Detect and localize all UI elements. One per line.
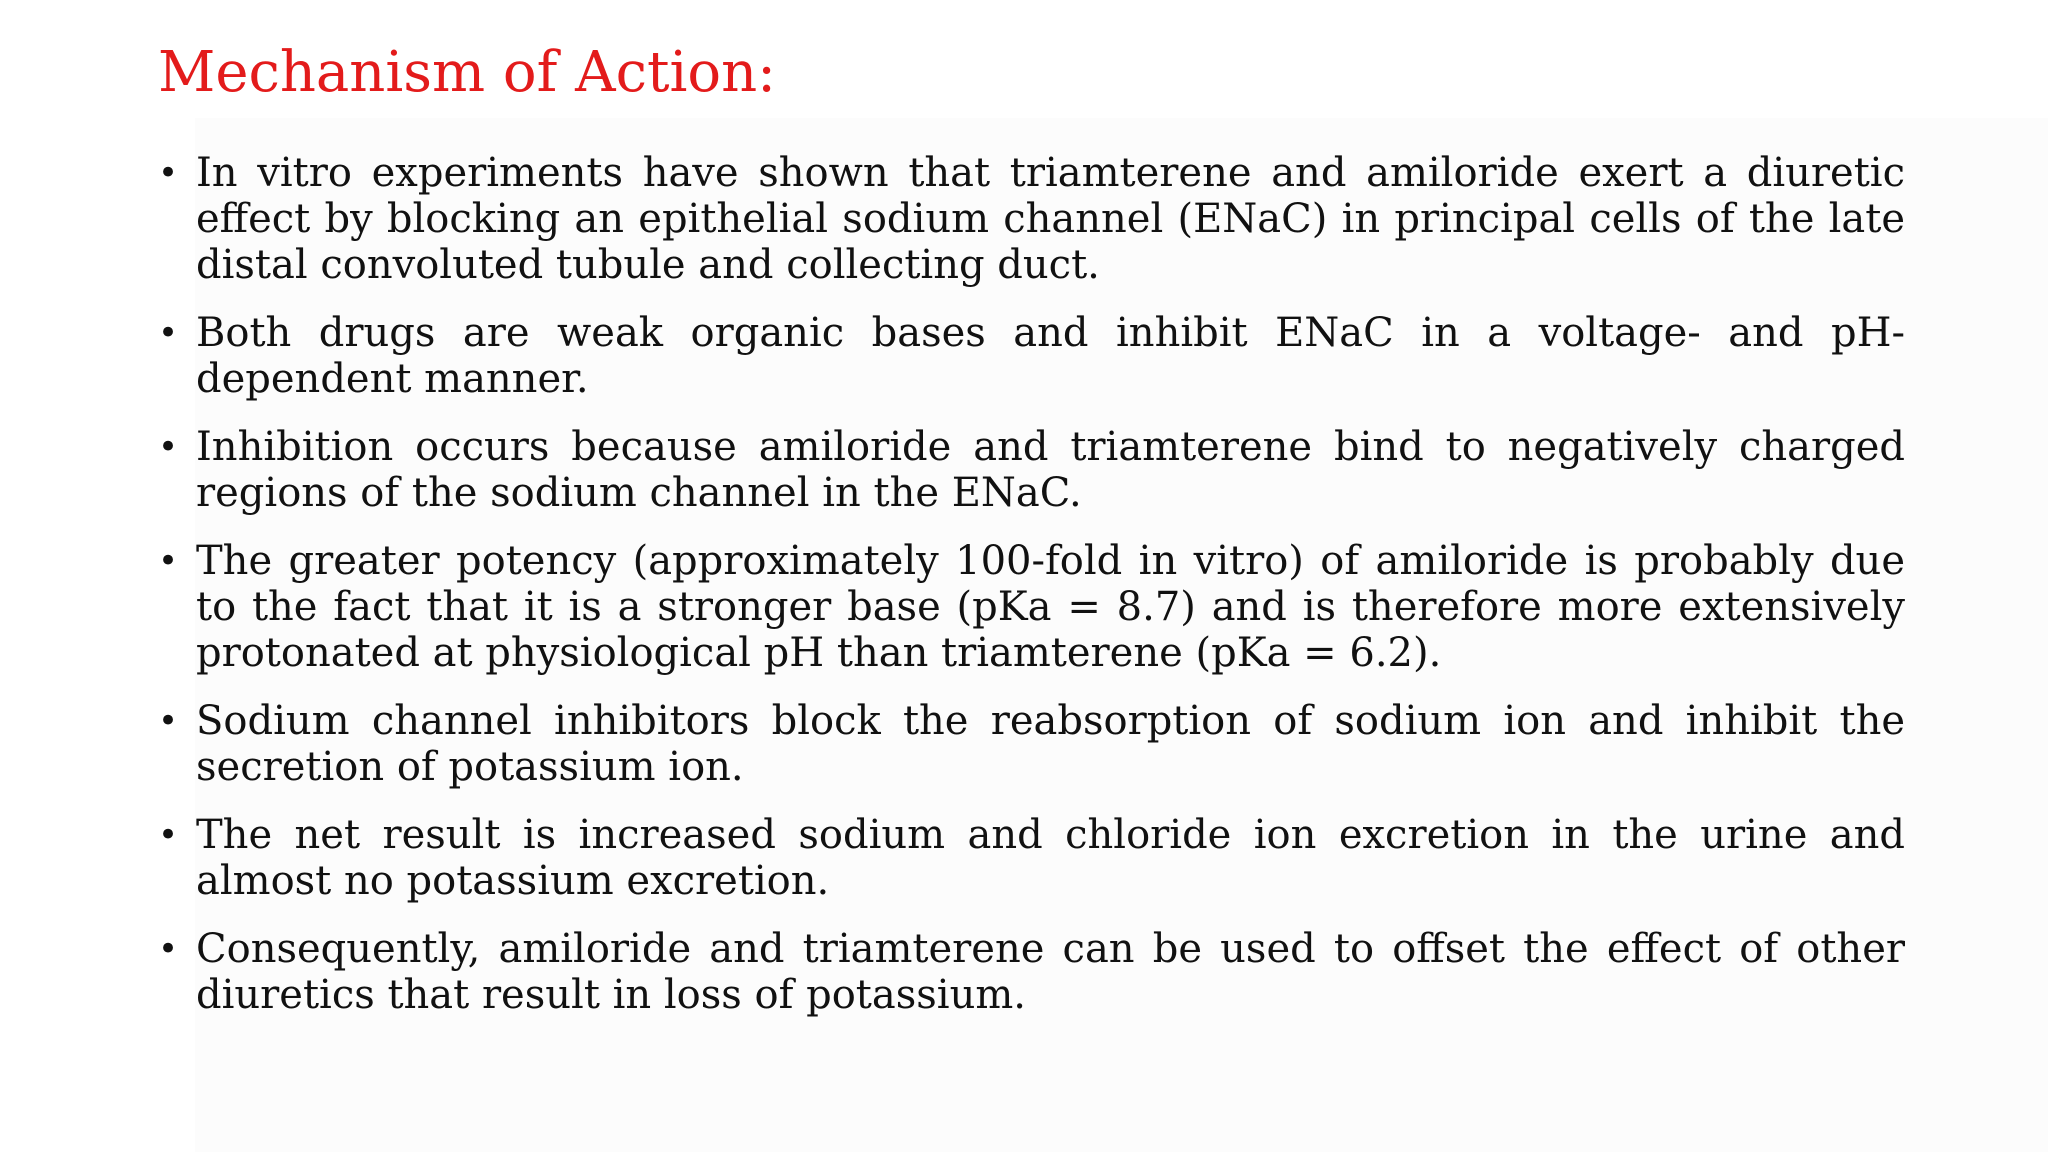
- bullet-text: Both drugs are weak organic bases and inhibit ENaC in a voltage- and pH-dependent manner.: [196, 310, 1905, 402]
- bullet-dot-icon: •: [158, 929, 179, 969]
- bullet-text: The greater potency (approximately 100-fold in vitro) of amiloride is probably due to the fact that it is a stronger base (pKa = 8.7) and is therefore more extensively protonated at physiological pH than triamterene (pKa = 6.2).: [196, 538, 1905, 676]
- bullet-dot-icon: •: [158, 541, 179, 581]
- bullet-dot-icon: •: [158, 701, 179, 741]
- bullet-item: [150, 926, 1905, 1018]
- bullet-item: [150, 150, 1905, 288]
- bullet-list: [150, 150, 1905, 1040]
- bullet-item: [150, 310, 1905, 402]
- bullet-dot-icon: •: [158, 153, 179, 193]
- bullet-item: [150, 538, 1905, 676]
- bullet-text: The net result is increased sodium and chloride ion excretion in the urine and almost no potassium excretion.: [196, 812, 1905, 904]
- bullet-text: Sodium channel inhibitors block the reabsorption of sodium ion and inhibit the secretion of potassium ion.: [196, 698, 1905, 790]
- bullet-text: In vitro experiments have shown that triamterene and amiloride exert a diuretic effect by blocking an epithelial sodium channel (ENaC) in principal cells of the late distal convoluted tubule and collecting duct.: [196, 150, 1905, 288]
- bullet-dot-icon: •: [158, 427, 179, 467]
- slide-title: Mechanism of Action:: [158, 40, 777, 105]
- bullet-dot-icon: •: [158, 815, 179, 855]
- bullet-text: Consequently, amiloride and triamterene can be used to offset the effect of other diuretics that result in loss of potassium.: [196, 926, 1905, 1018]
- bullet-dot-icon: •: [158, 313, 179, 353]
- bullet-item: [150, 812, 1905, 904]
- bullet-text: Inhibition occurs because amiloride and triamterene bind to negatively charged regions of the sodium channel in the ENaC.: [196, 424, 1905, 516]
- bullet-item: [150, 424, 1905, 516]
- bullet-item: [150, 698, 1905, 790]
